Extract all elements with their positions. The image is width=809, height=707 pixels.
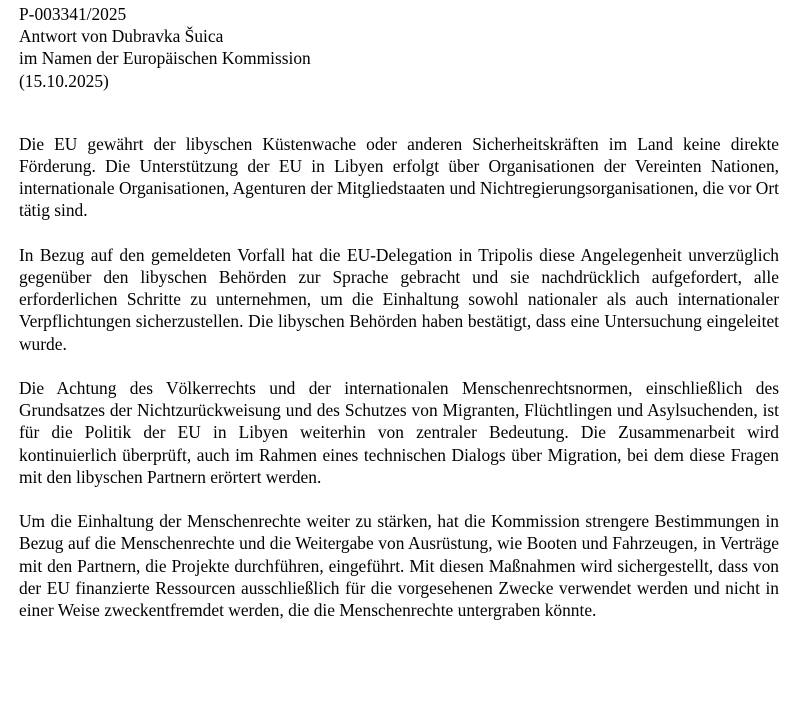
reference-number: P-003341/2025 xyxy=(19,4,127,24)
answer-date: (15.10.2025) xyxy=(19,70,109,91)
paragraph-2: In Bezug auf den gemeldeten Vorfall hat die EU-Delegation in Tripolis diese Angelegenheit unverzüglich gegenüber den libyschen Behörden zur Sprache gebracht und sie nachdrücklich aufgefordert, alle erforderlichen Schritte zu unternehmen, um die Einhaltung sowohl nationaler als auch internationaler Verpflichtungen sicherzustellen. Die libyschen Behörden haben bestätigt, dass eine Untersuchung eingeleitet wurde. xyxy=(19,244,779,354)
document-body xyxy=(19,133,779,621)
paragraph-4: Um die Einhaltung der Menschenrechte weiter zu stärken, hat die Kommission strengere Bestimmungen in Bezug auf die Menschenrechte und die Weitergabe von Ausrüstung, wie Booten und Fahrzeugen, in Verträge mit den Partnern, die Projekte durchführen, eingeführt. Mit diesen Maßnahmen wird sichergestellt, dass von der EU finanzierte Ressourcen ausschließlich für die vorgesehenen Zwecke verwendet werden und nicht in einer Weise zweckentfremdet werden, die die Menschenrechte untergraben könnte. xyxy=(19,511,779,621)
on-behalf-of: im Namen der Europäischen Kommission xyxy=(19,48,311,69)
document-page xyxy=(19,3,779,643)
document-header xyxy=(19,3,779,92)
paragraph-3: Die Achtung des Völkerrechts und der internationalen Menschenrechtsnormen, einschließlich des Grundsatzes der Nichtzurückweisung und des Schutzes von Migranten, Flüchtlingen und Asylsuchenden, ist für die Politik der EU in Libyen weiterhin von zentraler Bedeutung. Die Zusammenarbeit wird kontinuierlich überprüft, auch im Rahmen eines technischen Dialogs über Migration, bei dem diese Fragen mit den libyschen Partnern erörtert werden. xyxy=(19,378,779,487)
answer-author: Antwort von Dubravka Šuica xyxy=(19,26,224,47)
paragraph-1: Die EU gewährt der libyschen Küstenwache oder anderen Sicherheitskräften im Land keine direkte Förderung. Die Unterstützung der EU in Libyen erfolgt über Organisationen der Vereinten Nationen, internationale Organisationen, Agenturen der Mitgliedstaaten und Nichtregierungsorganisationen, die vor Ort tätig sind. xyxy=(19,133,779,221)
